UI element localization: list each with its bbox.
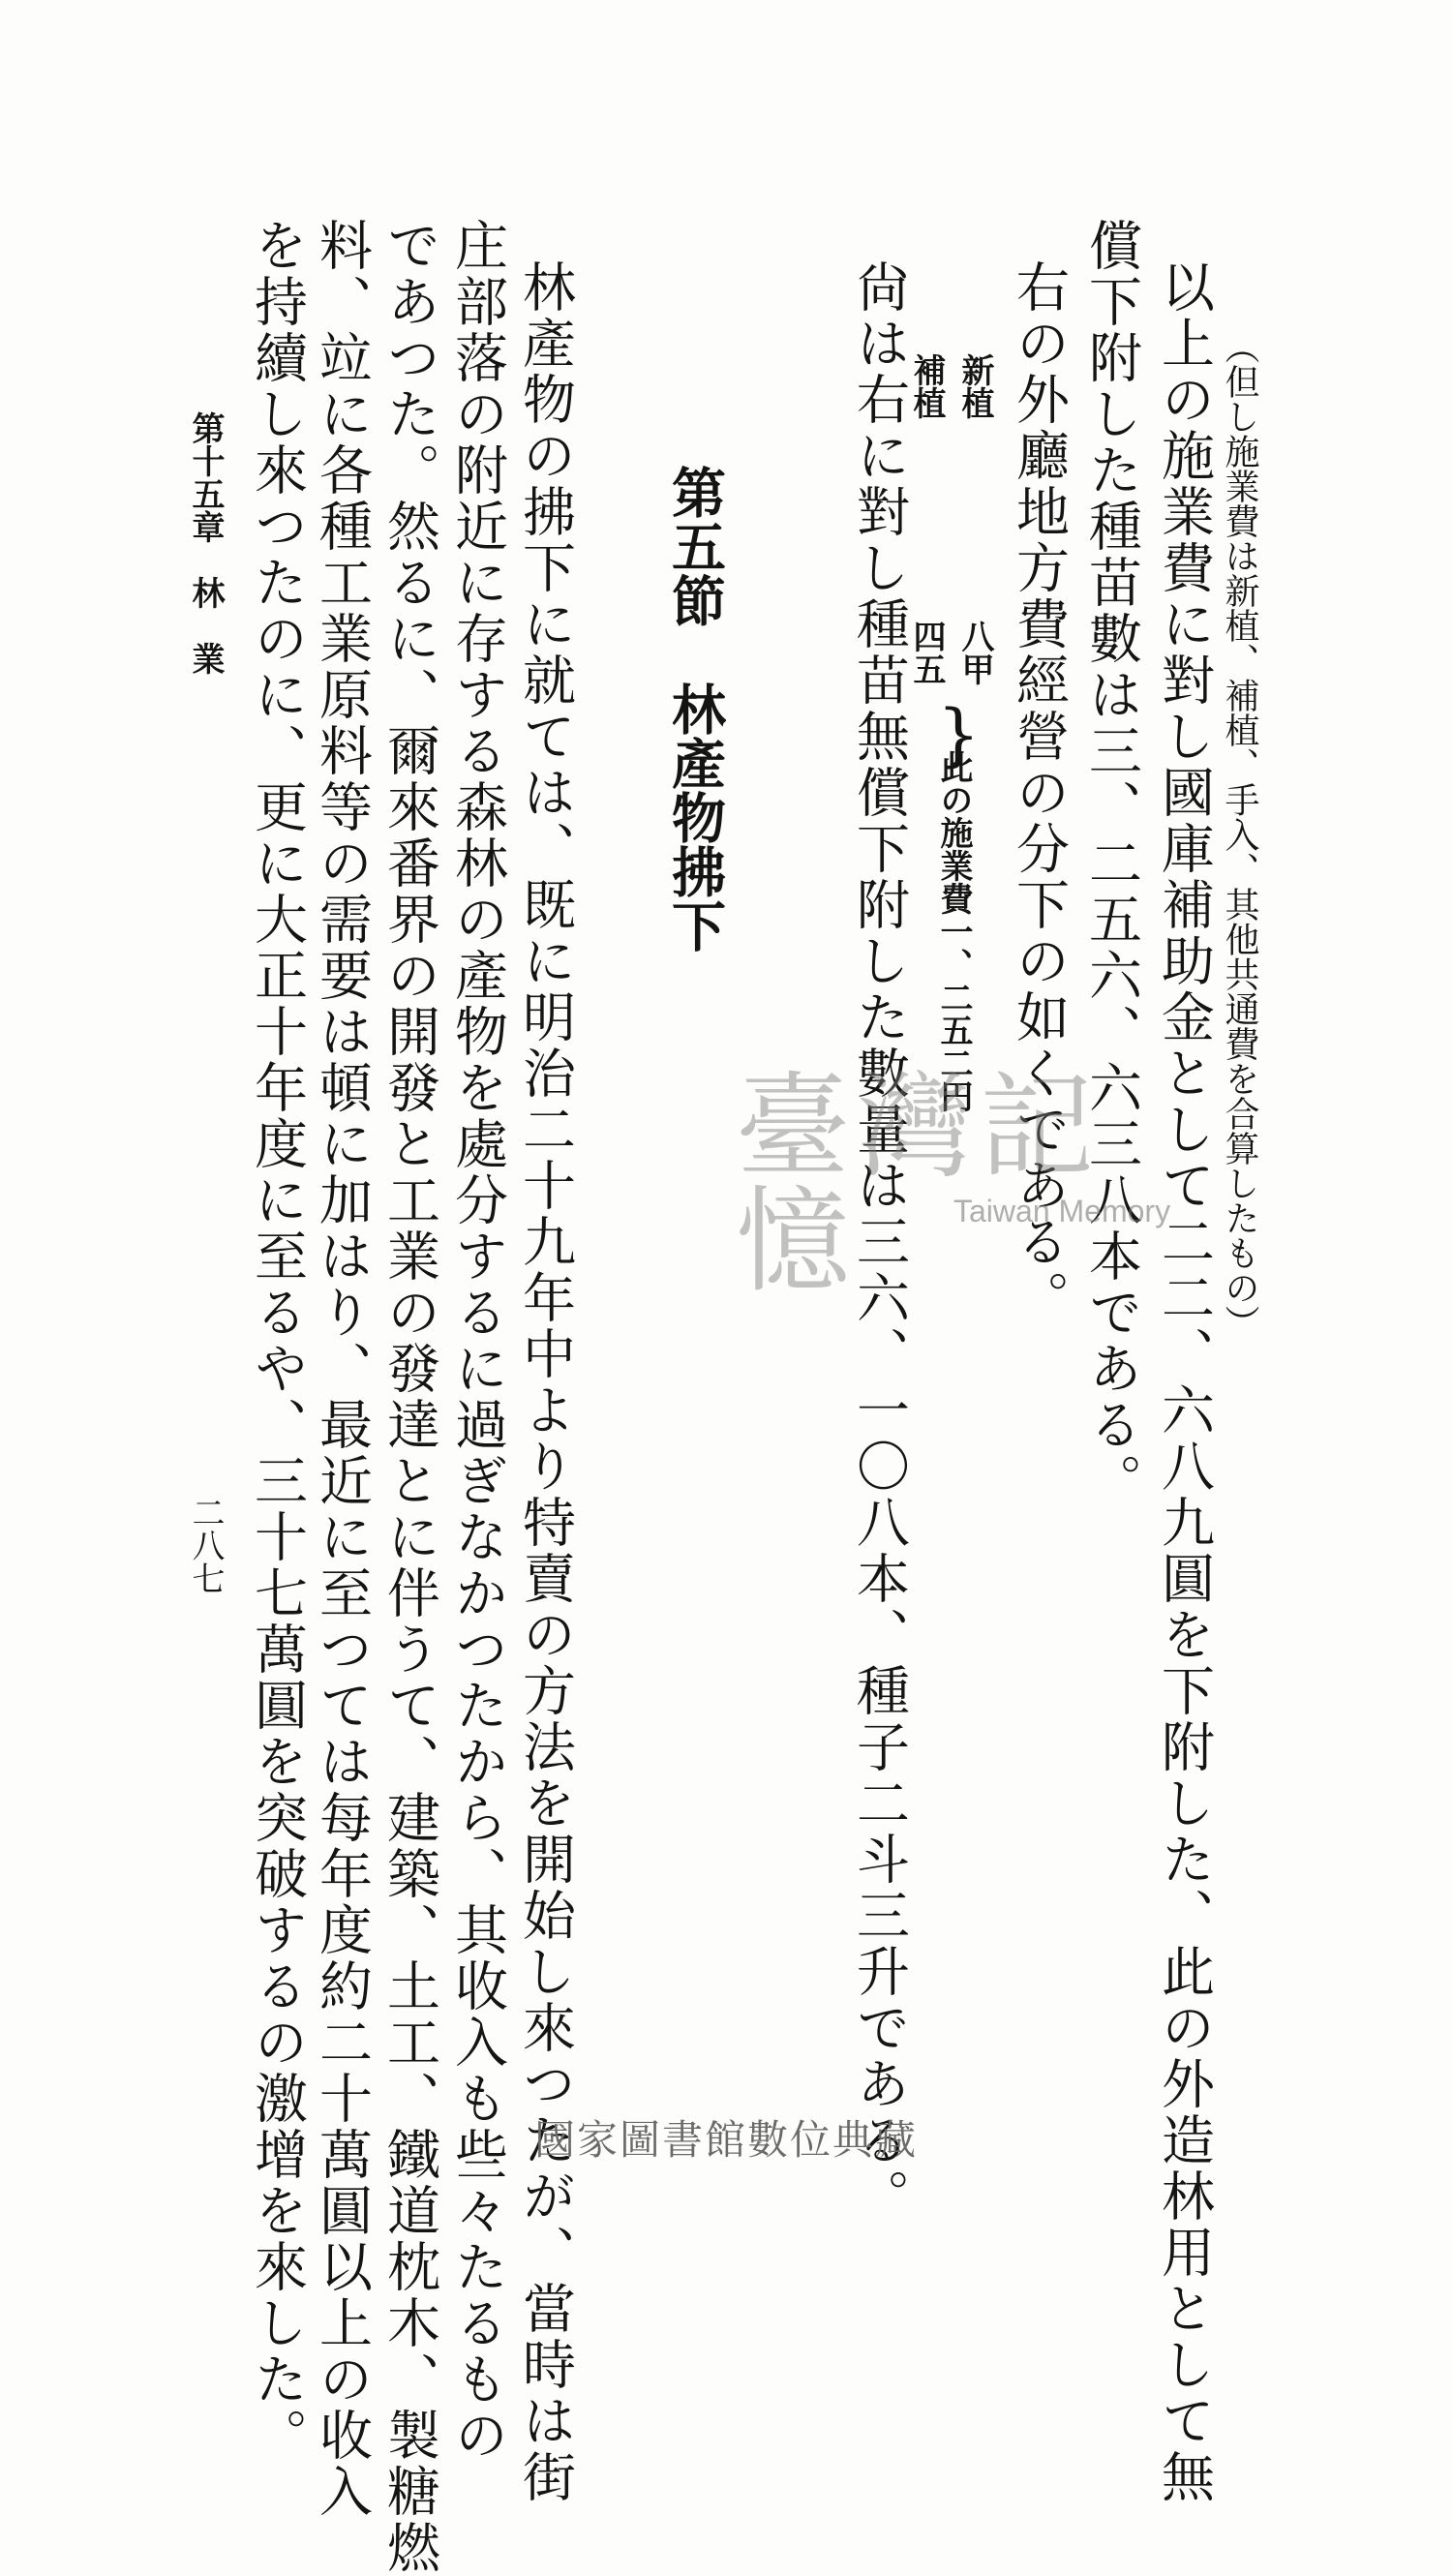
table-brace: } (937, 695, 981, 774)
table-row-value-2: 四五 (907, 620, 946, 685)
footer-page-number: 二八七 (186, 1496, 225, 1594)
para1-line-2: 償下附した種苗數は三、二五六、六三八本である。 (1080, 218, 1142, 1509)
para3-line-1: 林產物の拂下に就ては、既に明治二十九年中より特賣の方法を開始し來つたが、當時は街 (514, 259, 576, 2505)
para3-line-2: 庄部落の附近に存する森林の產物を處分するに過ぎなかつたから、其收入も些々たるもの (446, 218, 508, 2464)
para3-line-3: であつた。然るに、爾來番界の開發と工業の發達とに伴うて、建築、土工、鐵道枕木、製糖燃 (378, 218, 440, 2576)
para3-line-4: 料、竝に各種工業原料等の需要は頓に加はり、最近に至つては每年度約二十萬圓以上の收入 (311, 218, 373, 2520)
watermark-text-cjk: 臺灣記憶 (736, 1060, 1103, 1308)
para1-line-3: 右の外廳地方費經營の分下の如くである。 (1008, 259, 1070, 1326)
para3-line-5: を持續し來つたのに、更に大正十年度に至るや、三十七萬圓を突破するの激增を來した。 (246, 218, 308, 2464)
parenthetical-note: （但し施業費は新植、補植、手入、其他共通費を合算したもの） (1220, 329, 1259, 1340)
table-row-label-1: 新植 (955, 353, 994, 419)
para2-line: 尙は右に對し種苗無償下附した數量は三六、一〇八本、種子二斗三升である。 (848, 259, 910, 2225)
table-row-label-2: 補植 (907, 353, 946, 419)
para1-line-1: 以上の施業費に對し國庫補助金として二二、六八九圓を下附した、此の外造林用として無 (1153, 259, 1215, 2505)
table-note: 此の施業費一、二五二円 (934, 750, 973, 1112)
footer-chapter: 第十五章 林 業 (186, 411, 225, 675)
table-row-value-1: 八甲 (955, 620, 994, 685)
section-heading: 第五節 林產物拂下 (663, 465, 727, 953)
archive-label: 國家圖書館數位典藏 (533, 2116, 918, 2164)
watermark-text-en: Taiwan Memory (953, 1194, 1171, 1228)
